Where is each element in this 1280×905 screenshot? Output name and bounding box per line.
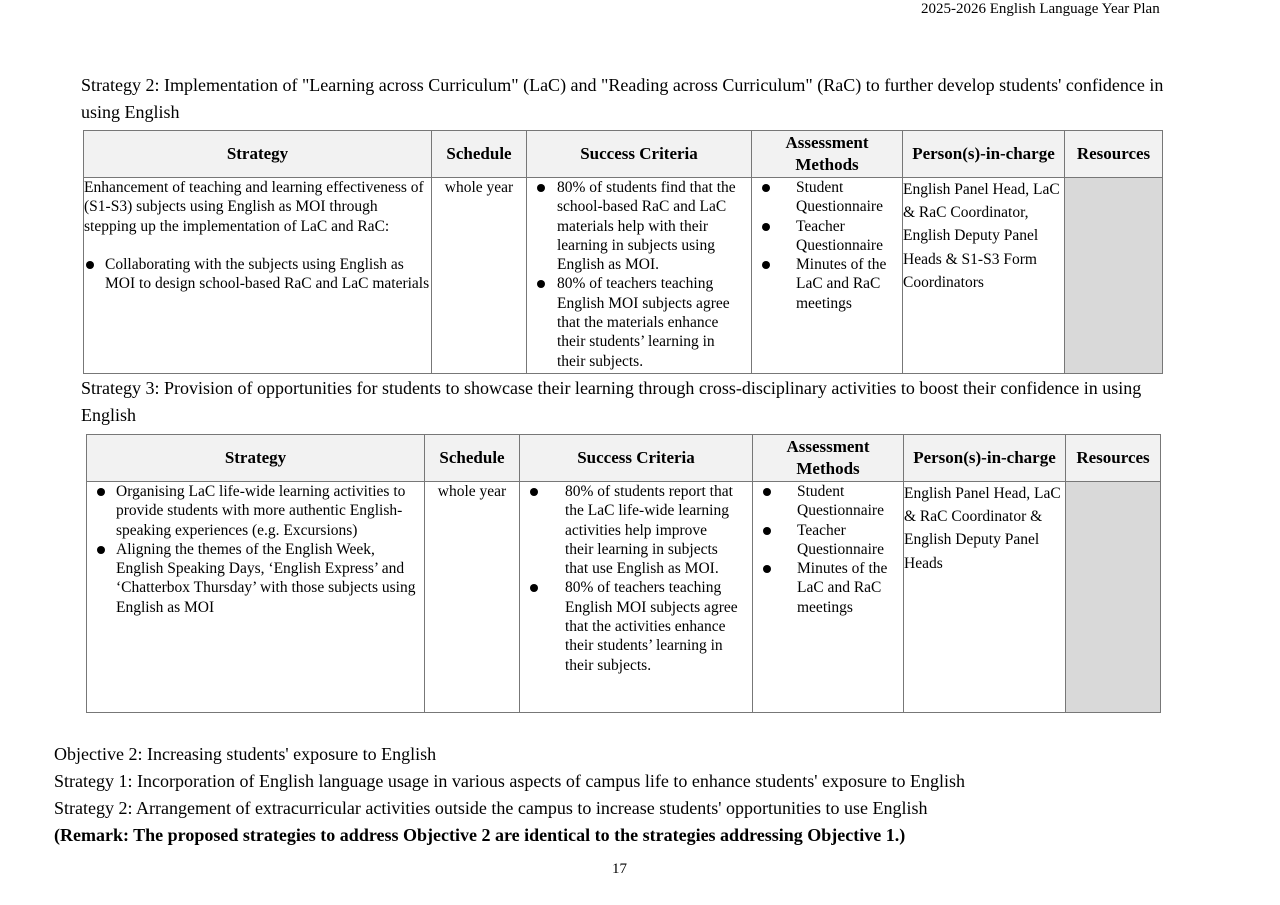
table-row (84, 178, 1163, 374)
bullet-icon (763, 527, 771, 535)
table-header-row (84, 131, 1163, 178)
list-item: Student Questionnaire (753, 482, 899, 521)
column-header-success-criteria: Success Criteria (520, 435, 753, 482)
persons-in-charge-cell: English Panel Head, LaC & RaC Coordinator & English Deputy Panel Heads (904, 482, 1066, 713)
persons-in-charge-cell: English Panel Head, LaC & RaC Coordinator, English Deputy Panel Heads & S1-S3 Form Coordinators (903, 178, 1065, 374)
list-item: Minutes of the LaC and RaC meetings (753, 559, 899, 617)
assessment-methods-cell (753, 482, 904, 713)
list-item: Teacher Questionnaire (752, 217, 898, 256)
remark-line: (Remark: The proposed strategies to address Objective 2 are identical to the strategies addressing Objective 1.) (54, 825, 906, 845)
schedule-cell: whole year (425, 482, 520, 713)
bullet-icon (762, 261, 770, 269)
resources-cell (1066, 482, 1161, 713)
column-header-success-criteria: Success Criteria (527, 131, 752, 178)
success-criteria-cell (520, 482, 753, 713)
column-header-persons-in-charge: Person(s)-in-charge (904, 435, 1066, 482)
bullet-icon (762, 184, 770, 192)
list-item: 80% of teachers teaching English MOI subjects agree that the materials enhance their students’ learning in their subjects. (527, 274, 745, 370)
bullet-icon (762, 223, 770, 231)
strategy-2-heading: Strategy 2: Implementation of "Learning across Curriculum" (LaC) and "Reading across Curriculum" (RaC) to further develop students' confidence in using English (81, 75, 1164, 122)
document-header: 2025-2026 English Language Year Plan (921, 1, 1160, 17)
column-header-resources: Resources (1065, 131, 1163, 178)
schedule-cell: whole year (432, 178, 527, 374)
list-item: Aligning the themes of the English Week, English Speaking Days, ‘English Express’ and ‘Chatterbox Thursday’ with those subjects using English as MOI (87, 540, 416, 617)
strategy-3-table (86, 434, 1161, 713)
bullet-icon (97, 488, 105, 496)
bullet-icon (530, 584, 538, 592)
table-header-row (87, 435, 1161, 482)
list-item: Collaborating with the subjects using English as MOI to design school-based RaC and LaC materials (84, 255, 431, 294)
bullet-icon (763, 565, 771, 573)
column-header-strategy: Strategy (87, 435, 425, 482)
resources-cell (1065, 178, 1163, 374)
list-item: Minutes of the LaC and RaC meetings (752, 255, 898, 313)
objective-2-strategy-1-line: Strategy 1: Incorporation of English language usage in various aspects of campus life to enhance students' exposure to English (54, 771, 966, 791)
list-item: 80% of students find that the school-based RaC and LaC materials help with their learning in subjects using English as MOI. (527, 178, 745, 274)
bullet-icon (537, 280, 545, 288)
list-item: 80% of teachers teaching English MOI subjects agree that the activities enhance their students’ learning in their subjects. (520, 578, 738, 674)
success-criteria-cell (527, 178, 752, 374)
bullet-icon (86, 261, 94, 269)
column-header-schedule: Schedule (432, 131, 527, 178)
assessment-methods-cell (752, 178, 903, 374)
column-header-resources: Resources (1066, 435, 1161, 482)
list-item: Teacher Questionnaire (753, 521, 899, 560)
column-header-persons-in-charge: Person(s)-in-charge (903, 131, 1065, 178)
column-header-assessment-methods: Assessment Methods (753, 435, 904, 482)
bullet-icon (537, 184, 545, 192)
strategy-cell (84, 178, 432, 374)
strategy-intro: Enhancement of teaching and learning effectiveness of (S1-S3) subjects using English as MOI through stepping up the implementation of LaC and RaC: (84, 179, 424, 235)
column-header-assessment-methods: Assessment Methods (752, 131, 903, 178)
list-item: Organising LaC life-wide learning activities to provide students with more authentic English-speaking experiences (e.g. Excursions) (87, 482, 416, 540)
bullet-icon (530, 488, 538, 496)
table-row (87, 482, 1161, 713)
objective-2-strategy-2-line: Strategy 2: Arrangement of extracurricular activities outside the campus to increase students' opportunities to use English (54, 798, 928, 818)
bullet-icon (97, 546, 105, 554)
list-item: 80% of students report that the LaC life-wide learning activities help improve their learning in subjects that use English as MOI. (520, 482, 738, 578)
column-header-schedule: Schedule (425, 435, 520, 482)
strategy-cell (87, 482, 425, 713)
bullet-icon (763, 488, 771, 496)
objective-2-line: Objective 2: Increasing students' exposure to English (54, 744, 437, 764)
page-number: 17 (612, 861, 627, 877)
strategy-2-table (83, 130, 1163, 374)
column-header-strategy: Strategy (84, 131, 432, 178)
list-item: Student Questionnaire (752, 178, 898, 217)
strategy-3-heading: Strategy 3: Provision of opportunities for students to showcase their learning through cross-disciplinary activities to boost their confidence in using English (81, 378, 1142, 425)
